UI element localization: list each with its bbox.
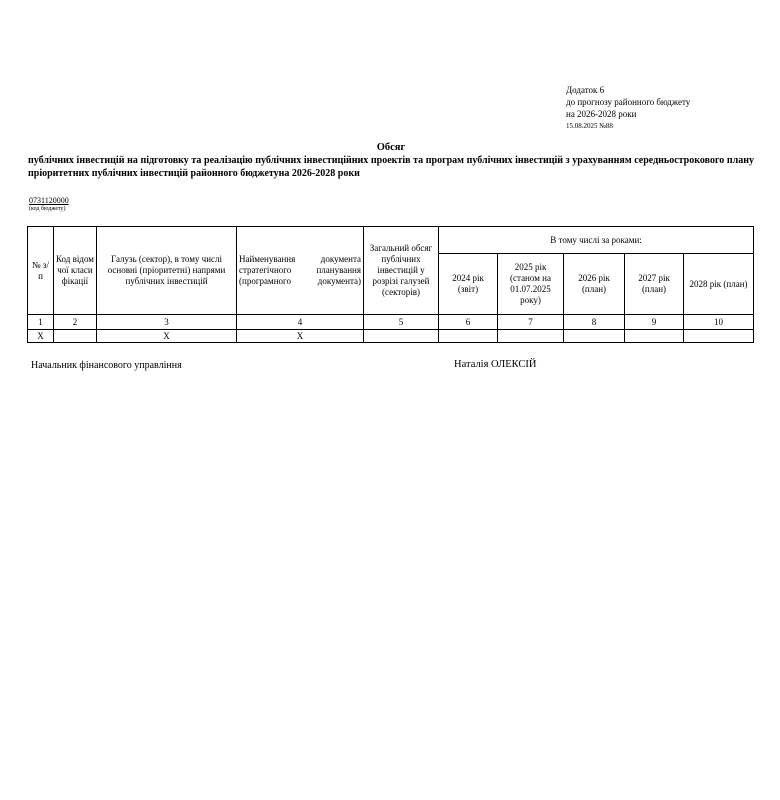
column-number: 10 xyxy=(684,315,754,330)
header-year-2025: 2025 рік (станом на 01.07.2025 року) xyxy=(498,254,564,315)
table-cell xyxy=(439,330,498,343)
header-num: № з/п xyxy=(28,227,54,315)
budget-code-value: 0731120000 xyxy=(29,196,69,205)
table-cell: Х xyxy=(28,330,54,343)
investment-table xyxy=(27,226,754,343)
header-by-years: В тому числі за роками: xyxy=(439,227,754,254)
signatory-name: Наталія ОЛЕКСІЙ xyxy=(454,359,537,370)
budget-code-caption: (код бюджету) xyxy=(29,206,66,212)
table-cell xyxy=(364,330,439,343)
annex-number: Додаток 6 xyxy=(566,85,605,95)
table-cell: Х xyxy=(237,330,364,343)
table-cell xyxy=(564,330,625,343)
column-number: 1 xyxy=(28,315,54,330)
table-cell xyxy=(684,330,754,343)
table-row xyxy=(28,330,754,343)
budget-code-block xyxy=(29,196,69,214)
table-cell xyxy=(625,330,684,343)
annex-date: 15.08.2025 №88 xyxy=(566,122,613,130)
header-year-2028: 2028 рік (план) xyxy=(684,254,754,315)
column-number: 3 xyxy=(97,315,237,330)
table-header-row xyxy=(28,227,754,254)
annex-period: на 2026-2028 роки xyxy=(566,109,637,119)
header-year-2026: 2026 рік (план) xyxy=(564,254,625,315)
table-cell xyxy=(498,330,564,343)
document-title: Обсяг xyxy=(376,142,406,153)
header-year-2027: 2027 рік (план) xyxy=(625,254,684,315)
header-sector: Галузь (сектор), в тому числі основні (пріоритетні) напрями публічних інвестицій xyxy=(97,227,237,315)
header-code: Код відомчої класифікації xyxy=(54,227,97,315)
header-doc: Найменування документа стратегічного планування (програмного документа) xyxy=(237,227,364,315)
annex-reference: до прогнозу районного бюджету xyxy=(566,97,691,107)
column-number: 4 xyxy=(237,315,364,330)
column-number: 9 xyxy=(625,315,684,330)
column-number: 8 xyxy=(564,315,625,330)
column-number: 5 xyxy=(364,315,439,330)
column-number: 6 xyxy=(439,315,498,330)
annex-note xyxy=(566,84,690,132)
document-subtitle: публічних інвестицій на підготовку та реалізацію публічних інвестиційних проектів та програм публічних інвестицій з урахуванням середньострокового плану пріоритетних публічних інвестицій районного бюджетуна 2026-2028 роки xyxy=(28,155,754,179)
table-cell xyxy=(54,330,97,343)
header-year-2024: 2024 рік (звіт) xyxy=(439,254,498,315)
table-cell: Х xyxy=(97,330,237,343)
header-total: Загальний обсяг публічних інвестицій у розрізі галузей (секторів) xyxy=(364,227,439,315)
column-number: 2 xyxy=(54,315,97,330)
column-number: 7 xyxy=(498,315,564,330)
signatory-position: Начальник фінансового управління xyxy=(31,360,182,371)
column-number-row xyxy=(28,315,754,330)
